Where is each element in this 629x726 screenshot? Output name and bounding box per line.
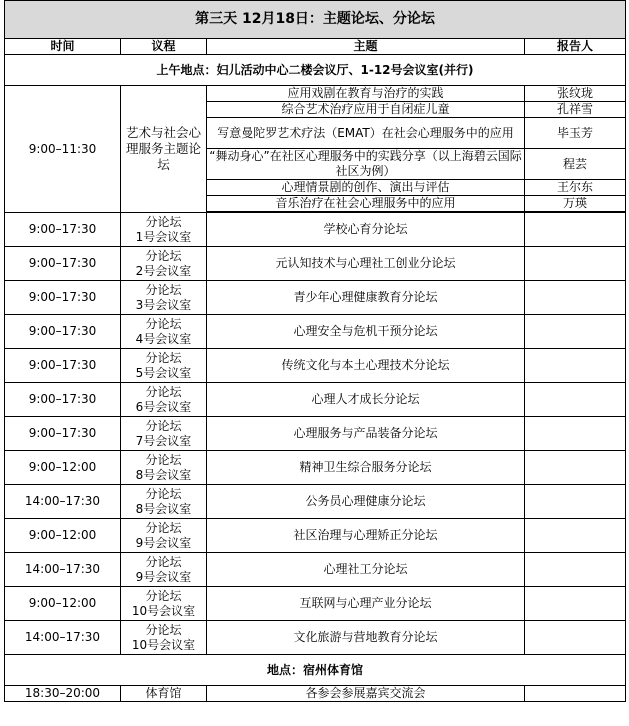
sub-forum-speaker [525, 417, 626, 451]
sub-forum-topic: 青少年心理健康教育分论坛 [207, 281, 525, 315]
evening-speaker [525, 686, 626, 702]
evening-time: 18:30–20:00 [5, 686, 121, 702]
sub-forum-speaker [525, 485, 626, 519]
talk-speaker: 万瑛 [525, 196, 626, 212]
talk-speaker: 毕玉芳 [525, 118, 626, 149]
table-row [5, 247, 626, 281]
table-row [5, 553, 626, 587]
sub-forum-time: 9:00–17:30 [5, 213, 121, 247]
sub-forum-time: 9:00–17:30 [5, 315, 121, 349]
talk-speaker: 孔祥雪 [525, 102, 626, 118]
main-forum-agenda: 艺术与社会心理服务主题论坛 [121, 86, 207, 213]
agenda-line-1: 分论坛 [145, 282, 182, 297]
agenda-line-1: 分论坛 [145, 452, 182, 467]
sub-forum-topic: 传统文化与本土心理技术分论坛 [207, 349, 525, 383]
agenda-line-2: 2号会议室 [135, 263, 192, 278]
agenda-line-2: 8号会议室 [135, 501, 192, 516]
main-forum-time: 9:00–11:30 [5, 86, 121, 213]
agenda-line-1: 分论坛 [145, 418, 182, 433]
agenda-line-1: 分论坛 [145, 350, 182, 365]
agenda-line-1: 分论坛 [145, 622, 182, 637]
sub-forum-agenda [121, 553, 207, 587]
table-row [5, 383, 626, 417]
sub-forum-topic: 互联网与心理产业分论坛 [207, 587, 525, 621]
sub-forum-speaker [525, 553, 626, 587]
agenda-line-2: 9号会议室 [135, 535, 192, 550]
sub-forum-agenda [121, 281, 207, 315]
sub-forum-time: 9:00–17:30 [5, 349, 121, 383]
agenda-line-2: 7号会议室 [135, 433, 192, 448]
sub-forum-topic: 心理服务与产品装备分论坛 [207, 417, 525, 451]
talk-topic: 心理情景剧的创作、演出与评估 [207, 180, 525, 196]
sub-forum-speaker [525, 281, 626, 315]
sub-forum-time: 9:00–12:00 [5, 451, 121, 485]
evening-topic: 各参会参展嘉宾交流会 [207, 686, 525, 702]
sub-forum-topic: 社区治理与心理矫正分论坛 [207, 519, 525, 553]
agenda-line-2: 10号会议室 [131, 637, 196, 652]
sub-forum-agenda [121, 451, 207, 485]
sub-forum-speaker [525, 247, 626, 281]
sub-forum-agenda [121, 213, 207, 247]
talk-speaker: 程芸 [525, 149, 626, 180]
column-header-speaker: 报告人 [525, 39, 626, 55]
table-row [5, 281, 626, 315]
sub-forum-time: 14:00–17:30 [5, 485, 121, 519]
sub-forum-time: 9:00–12:00 [5, 519, 121, 553]
agenda-line-1: 分论坛 [145, 520, 182, 535]
table-row [5, 587, 626, 621]
sub-forum-speaker [525, 587, 626, 621]
sub-forum-topic: 学校心育分论坛 [207, 213, 525, 247]
column-header-time: 时间 [5, 39, 121, 55]
talk-topic: 应用戏剧在教育与治疗的实践 [207, 86, 525, 102]
sub-forum-agenda [121, 485, 207, 519]
column-header-topic: 主题 [207, 39, 525, 55]
agenda-line-1: 分论坛 [145, 588, 182, 603]
sub-forum-time: 14:00–17:30 [5, 621, 121, 655]
sub-forum-topic: 精神卫生综合服务分论坛 [207, 451, 525, 485]
sub-forum-agenda [121, 417, 207, 451]
talk-topic: 音乐治疗在社会心理服务中的应用 [207, 196, 525, 212]
sub-forum-agenda [121, 315, 207, 349]
sub-forum-time: 9:00–17:30 [5, 281, 121, 315]
schedule-table [4, 0, 626, 702]
agenda-line-1: 分论坛 [145, 384, 182, 399]
sub-forum-list [5, 213, 626, 655]
table-row [5, 519, 626, 553]
agenda-line-2: 6号会议室 [135, 399, 192, 414]
sub-forum-speaker [525, 383, 626, 417]
sub-forum-speaker [525, 519, 626, 553]
agenda-line-1: 分论坛 [145, 248, 182, 263]
agenda-line-2: 10号会议室 [131, 603, 196, 618]
morning-location: 上午地点：妇儿活动中心二楼会议厅、1-12号会议室(并行) [5, 55, 626, 86]
sub-forum-topic: 元认知技术与心理社工创业分论坛 [207, 247, 525, 281]
sub-forum-topic: 文化旅游与营地教育分论坛 [207, 621, 525, 655]
sub-forum-time: 14:00–17:30 [5, 553, 121, 587]
talk-speaker: 张纹珑 [525, 86, 626, 102]
page-title: 第三天 12月18日：主题论坛、分论坛 [5, 1, 626, 39]
table-row [5, 417, 626, 451]
sub-forum-speaker [525, 451, 626, 485]
sub-forum-topic: 心理人才成长分论坛 [207, 383, 525, 417]
agenda-line-2: 4号会议室 [135, 331, 192, 346]
evening-agenda: 体育馆 [121, 686, 207, 702]
talk-topic: 写意曼陀罗艺术疗法（EMAT）在社会心理服务中的应用 [207, 118, 525, 149]
sub-forum-agenda [121, 621, 207, 655]
sub-forum-topic: 心理安全与危机干预分论坛 [207, 315, 525, 349]
agenda-line-2: 8号会议室 [135, 467, 192, 482]
sub-forum-speaker [525, 621, 626, 655]
table-row [5, 349, 626, 383]
agenda-line-1: 分论坛 [145, 486, 182, 501]
talk-topic: 综合艺术治疗应用于自闭症儿童 [207, 102, 525, 118]
sub-forum-time: 9:00–17:30 [5, 383, 121, 417]
talk-speaker: 王尔东 [525, 180, 626, 196]
sub-forum-agenda [121, 519, 207, 553]
agenda-line-1: 分论坛 [145, 214, 182, 229]
evening-location: 地点：宿州体育馆 [5, 655, 626, 686]
sub-forum-time: 9:00–17:30 [5, 247, 121, 281]
table-row [5, 213, 626, 247]
agenda-line-1: 分论坛 [145, 554, 182, 569]
sub-forum-speaker [525, 213, 626, 247]
agenda-line-2: 1号会议室 [135, 229, 192, 244]
sub-forum-time: 9:00–17:30 [5, 417, 121, 451]
sub-forum-agenda [121, 349, 207, 383]
agenda-line-2: 5号会议室 [135, 365, 192, 380]
agenda-line-2: 9号会议室 [135, 569, 192, 584]
table-row [5, 621, 626, 655]
sub-forum-time: 9:00–12:00 [5, 587, 121, 621]
agenda-line-2: 3号会议室 [135, 297, 192, 312]
sub-forum-agenda [121, 587, 207, 621]
table-row [5, 485, 626, 519]
sub-forum-speaker [525, 349, 626, 383]
table-row [5, 315, 626, 349]
sub-forum-agenda [121, 247, 207, 281]
talk-topic: “舞动身心”在社区心理服务中的实践分享（以上海碧云国际社区为例） [207, 149, 525, 180]
sub-forum-topic: 公务员心理健康分论坛 [207, 485, 525, 519]
agenda-line-1: 分论坛 [145, 316, 182, 331]
sub-forum-agenda [121, 383, 207, 417]
sub-forum-speaker [525, 315, 626, 349]
column-header-agenda: 议程 [121, 39, 207, 55]
table-row [5, 451, 626, 485]
sub-forum-topic: 心理社工分论坛 [207, 553, 525, 587]
